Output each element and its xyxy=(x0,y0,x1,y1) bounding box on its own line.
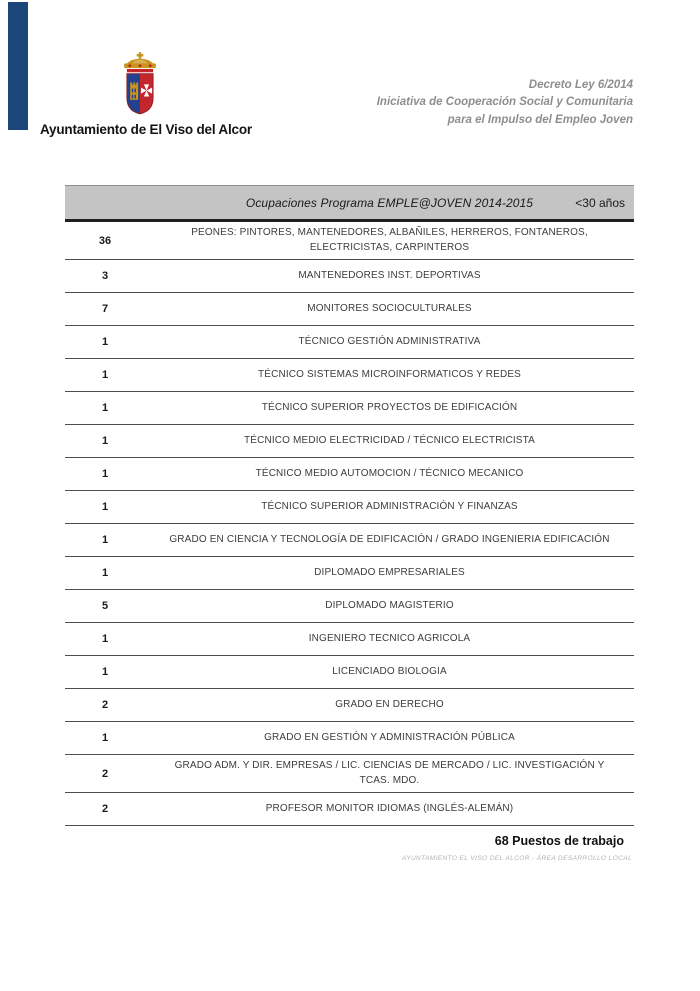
row-occupation xyxy=(145,628,634,651)
row-count: 1 xyxy=(101,732,109,744)
row-occupation xyxy=(145,397,634,420)
table-row xyxy=(65,458,634,491)
table-row xyxy=(65,689,634,722)
row-count: 1 xyxy=(101,501,109,513)
row-occupation xyxy=(145,661,634,684)
row-count: 7 xyxy=(101,303,109,315)
decree-reference xyxy=(377,77,633,129)
municipality-brand xyxy=(40,48,252,137)
occupation-line: MONITORES SOCIOCULTURALES xyxy=(307,302,472,314)
table-row xyxy=(65,524,634,557)
row-occupation xyxy=(145,331,634,354)
row-occupation xyxy=(145,222,634,259)
table-row xyxy=(65,590,634,623)
age-column-label: <30 años xyxy=(575,195,625,210)
occupation-line: TÉCNICO MEDIO ELECTRICIDAD / TÉCNICO ELECTRICISTA xyxy=(244,434,535,446)
table-row xyxy=(65,260,634,293)
occupation-line: ELECTRICISTAS, CARPINTEROS xyxy=(309,241,470,253)
row-occupation xyxy=(145,496,634,519)
occupation-line: TÉCNICO GESTIÓN ADMINISTRATIVA xyxy=(298,335,481,347)
municipal-crest-icon xyxy=(112,48,168,118)
row-count: 1 xyxy=(101,336,109,348)
table-header-row xyxy=(65,185,634,222)
occupations-table xyxy=(65,185,634,862)
occupation-line: TÉCNICO SUPERIOR ADMINISTRACIÓN Y FINANZAS xyxy=(261,500,518,512)
table-row xyxy=(65,755,634,793)
row-count: 36 xyxy=(98,234,112,247)
table-row xyxy=(65,623,634,656)
occupation-line: DIPLOMADO EMPRESARIALES xyxy=(314,566,465,578)
decree-line-1: Decreto Ley 6/2014 xyxy=(528,79,633,91)
row-count: 3 xyxy=(101,270,109,282)
occupation-line: PEONES: PINTORES, MANTENEDORES, ALBAÑILES, HERREROS, FONTANEROS, xyxy=(191,227,588,238)
occupation-line: LICENCIADO BIOLOGIA xyxy=(332,665,447,677)
row-occupation xyxy=(145,430,634,453)
table-row xyxy=(65,425,634,458)
table-row xyxy=(65,293,634,326)
row-count: 1 xyxy=(101,402,109,414)
occupation-line: TÉCNICO SISTEMAS MICROINFORMATICOS Y REDES xyxy=(258,368,521,380)
row-occupation xyxy=(145,298,634,321)
row-count: 1 xyxy=(101,534,109,546)
row-count: 1 xyxy=(101,468,109,480)
table-title: Ocupaciones Programa EMPLE@JOVEN 2014-2015 xyxy=(245,195,534,210)
row-count: 2 xyxy=(101,803,109,815)
occupation-line: GRADO EN DERECHO xyxy=(335,698,444,710)
occupation-line: DIPLOMADO MAGISTERIO xyxy=(325,599,454,611)
table-row xyxy=(65,359,634,392)
row-count: 1 xyxy=(101,369,109,381)
row-count: 1 xyxy=(101,633,109,645)
table-row xyxy=(65,222,634,260)
occupation-line: TÉCNICO SUPERIOR PROYECTOS DE EDIFICACIÓN xyxy=(261,401,518,413)
occupation-line: PROFESOR MONITOR IDIOMAS (INGLÉS-ALEMÁN) xyxy=(265,802,514,814)
row-count: 1 xyxy=(101,567,109,579)
municipality-name: Ayuntamiento de El Viso del Alcor xyxy=(40,122,252,137)
table-row xyxy=(65,793,634,826)
left-margin-bar xyxy=(8,2,28,130)
row-occupation xyxy=(145,265,634,288)
table-body xyxy=(65,222,634,826)
table-row xyxy=(65,722,634,755)
table-row xyxy=(65,656,634,689)
row-occupation xyxy=(145,727,634,750)
table-row xyxy=(65,392,634,425)
row-count: 5 xyxy=(101,600,109,612)
occupation-line: INGENIERO TECNICO AGRICOLA xyxy=(308,632,471,644)
table-row xyxy=(65,557,634,590)
row-occupation xyxy=(145,694,634,717)
decree-line-2: Iniciativa de Cooperación Social y Comunitaria xyxy=(376,96,633,109)
row-occupation xyxy=(145,595,634,618)
occupation-line: MANTENEDORES INST. DEPORTIVAS xyxy=(298,269,481,281)
occupation-line: GRADO ADM. Y DIR. EMPRESAS / LIC. CIENCIAS DE MERCADO / LIC. INVESTIGACIÓN Y xyxy=(174,760,605,771)
occupation-line: TCAS. MDO. xyxy=(359,774,420,786)
occupation-line: TÉCNICO MEDIO AUTOMOCION / TÉCNICO MECANICO xyxy=(255,467,524,479)
row-occupation xyxy=(145,463,634,486)
row-count: 1 xyxy=(101,435,109,447)
occupation-line: GRADO EN GESTIÓN Y ADMINISTRACIÓN PÚBLICA xyxy=(264,731,515,743)
row-occupation xyxy=(145,529,634,552)
decree-line-3: para el Impulso del Empleo Joven xyxy=(447,113,633,126)
occupation-line: GRADO EN CIENCIA Y TECNOLOGÍA DE EDIFICACIÓN / GRADO INGENIERIA EDIFICACIÓN xyxy=(169,533,610,545)
row-count: 2 xyxy=(101,699,109,711)
row-occupation xyxy=(145,755,634,792)
row-count: 2 xyxy=(101,767,109,780)
row-occupation xyxy=(145,364,634,387)
row-occupation xyxy=(145,798,634,821)
row-count: 1 xyxy=(101,666,109,678)
department-credit: AYUNTAMIENTO EL VISO DEL ALCOR - ÁREA DESARROLLO LOCAL xyxy=(401,855,632,862)
table-row xyxy=(65,326,634,359)
table-row xyxy=(65,491,634,524)
total-jobs-label: 68 Puestos de trabajo xyxy=(494,834,624,848)
row-occupation xyxy=(145,562,634,585)
